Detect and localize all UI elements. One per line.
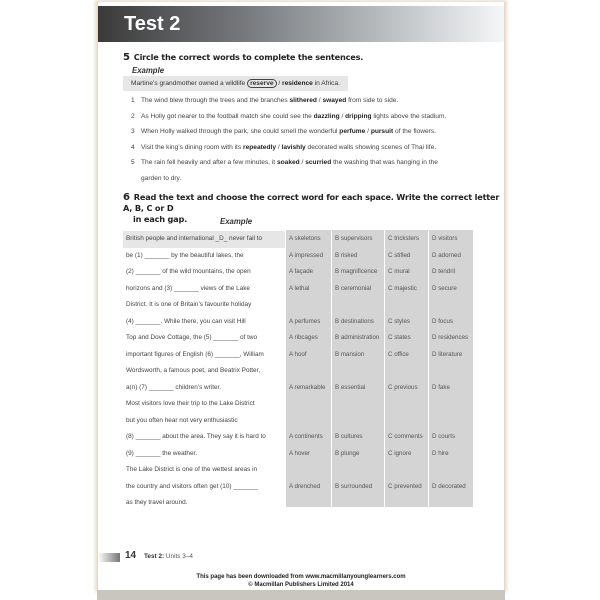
answer-option-d[interactable]: D tendril [432,268,456,275]
answer-option-d[interactable]: D adorned [432,251,461,259]
text-line: (2) _______ of the wild mountains, the open [126,268,251,275]
sentence-item: 5 The rain fell heavily and after a few minutes, it soaked / scurried the washing that was hanging in the [131,159,438,167]
answer-option-b[interactable]: B administration [335,334,380,341]
answer-option-d[interactable]: D hire [432,449,449,457]
answer-option-a[interactable]: A hoof [289,350,307,358]
answer-option-c[interactable]: C office [388,350,409,358]
page-title: Test 2 [124,13,181,35]
text-line: The Lake District is one of the wettest areas in [126,466,258,473]
page-number: 14 [125,550,137,561]
answer-option-b[interactable]: B surrounded [335,482,373,490]
answer-option-c[interactable]: C prevented [388,482,422,490]
answer-option-c[interactable]: C comments [388,433,423,440]
text-line: important figures of English (6) _______, William [126,350,264,358]
answer-option-b[interactable]: B plunge [335,449,360,457]
choice-b[interactable]: lavishly [281,143,306,151]
q5-example: Martine’s grandmother owned a wildlife reserve / residence in Africa. [123,76,348,91]
footer-section: Test 2: Units 3–4 [144,553,193,560]
answer-option-a[interactable]: A remarkable [289,383,326,391]
answer-option-a[interactable]: A continents [289,433,323,440]
text-line: as they travel around. [126,499,188,506]
footer-bar [98,553,120,562]
q6-example-label: Example [220,217,253,226]
page-bottom-edge [97,590,505,600]
sentence-item: 3 When Holly walked through the park, she could smell the wonderful perfume / pursuit of the flowers. [131,128,437,136]
text-line: a(n) (7) _______ children’s writer. [126,383,222,391]
answer-option-d[interactable]: D courts [432,433,456,440]
page-header [98,6,504,42]
answer-option-b[interactable]: B risked [335,251,358,259]
text-line: (4) _______. While there, you can visit Hill [126,317,246,325]
answer-option-d[interactable]: D literature [432,350,463,358]
answer-option-a[interactable]: A lethal [289,284,310,292]
copyright: © Macmillan Publishers Limited 2014 [248,582,354,588]
answer-option-b[interactable]: B supervisors [335,235,373,242]
answer-option-b[interactable]: B cultures [335,433,363,440]
sentence-item: 1 The wind blew through the trees and the branches slithered / swayed from side to side. [131,97,399,104]
answer-option-c[interactable]: C mural [388,268,410,275]
sentence-item: 2 As Holly got nearer to the football match she could see the dazzling / dripping lights above the stadium. [131,112,447,120]
answer-option-c[interactable]: C stifled [388,251,411,259]
choice-a[interactable]: repeatedly [243,143,277,151]
question-6-title: 6 Read the text and choose the correct word for each space. Write the correct letter A, B, C or D in each gap. [123,192,500,224]
choice-b[interactable]: dripping [345,112,372,120]
answer-option-a[interactable]: A drenched [289,482,321,490]
choice-b[interactable]: pursuit [370,128,394,136]
text-line: (8) _______ about the area. They say it is hard to [126,433,266,440]
answer-option-a[interactable]: A skeletons [289,235,321,242]
answer-option-b[interactable]: B mansion [335,350,365,358]
answer-option-d[interactable]: D residences [432,334,469,341]
answer-option-c[interactable]: C tricksters [388,235,419,242]
answer-option-b[interactable]: B ceremonial [335,284,372,292]
sentence-continuation: garden to dry. [141,175,182,182]
answer-option-a[interactable]: A façade [289,268,314,275]
choice-b[interactable]: swayed [322,97,347,104]
sentence-item: 4 Visit the king’s dining room with its repeatedly / lavishly decorated walls showing scenes of Thai life. [131,143,437,151]
answer-option-a[interactable]: A impressed [289,251,324,259]
download-notice: This page has been downloaded from www.macmillanyounglearners.com [196,574,406,580]
text-line: be (1) _______ by the beautiful lakes, the [126,251,244,259]
answer-option-a[interactable]: A ribcages [289,334,318,341]
answer-option-d[interactable]: D decorated [432,482,466,490]
text-line: Most visitors love their trip to the Lake District [126,400,255,407]
answer-option-a[interactable]: A perfumes [289,317,321,325]
choice-a[interactable]: soaked [276,159,300,167]
answer-option-d[interactable]: D focus [432,317,453,325]
text-line: but you often hear not very enthusiastic [126,416,238,424]
answer-option-d[interactable]: D visitors [432,235,458,242]
answer-option-b[interactable]: B essential [335,383,366,391]
answer-option-d[interactable]: D fake [432,383,450,391]
question-5-title: 5 Circle the correct words to complete the sentences. [123,52,364,63]
text-line: horizons and (3) _______ views of the Lake [126,284,250,292]
text-line: District. It is one of Britain’s favourite holiday [126,301,252,308]
answer-option-c[interactable]: C states [388,334,411,341]
answer-option-c[interactable]: C majestic [388,284,417,292]
answer-option-c[interactable]: C previous [388,383,418,391]
answer-option-b[interactable]: B destinations [335,317,374,325]
answer-option-a[interactable]: A hover [289,449,310,457]
text-line: (9) _______ the weather. [126,449,198,457]
circled-answer: reserve [247,79,276,88]
worksheet-page [97,2,505,590]
text-line: the country and visitors often get (10) _______ [126,482,259,490]
choice-a[interactable]: dazzling [313,112,340,120]
answer-option-c[interactable]: C styles [388,317,411,325]
answer-option-c[interactable]: C ignore [388,449,412,457]
text-line: Top and Dove Cottage, the (5) _______ of two [126,334,258,341]
text-line: British people and international _D_ never fail to [126,235,263,242]
choice-a[interactable]: slithered [289,97,317,104]
answer-option-d[interactable]: D secure [432,284,457,292]
choice-a[interactable]: perfume [339,128,366,136]
text-line: Wordsworth, a famous poet, and Beatrix Potter, [126,367,261,374]
answer-option-b[interactable]: B magnificence [335,268,378,275]
q5-example-label: Example [132,66,165,75]
choice-b[interactable]: scurried [305,159,332,167]
